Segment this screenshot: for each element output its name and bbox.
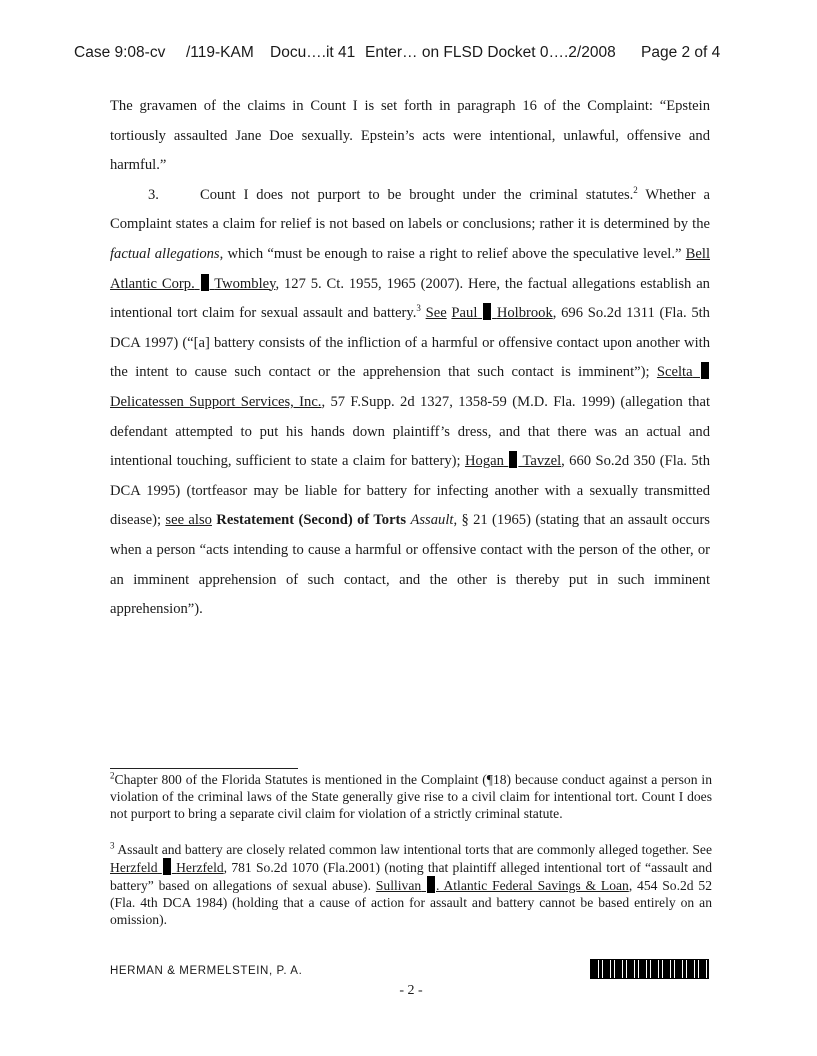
paragraph-gravamen: The gravamen of the claims in Count I is set forth in paragraph 16 of the Complaint: “Epstein tortiously assaulted Jane Doe sexually. Epstein’s acts were intentional, unlawful, offensive and harmful.” bbox=[110, 98, 710, 174]
paragraph-3: 3. Count I does not purport to be brought under the criminal statutes.$^2$ Whether a Complaint states a claim for relief is not based on labels or conclusions; rather it is determined by the factual allegations, which “must be enough to raise a right to relief above the speculative level.” Bell Atlantic Corp. Twombley, 127 5. Ct. 1955, 1965 (2007). Here, the factual allegations establish an intentional tort claim for sexual assault and battery.$^3$ See Paul Holbrook, 696 So.2d 1311 (Fla. 5th DCA 1997) (“[a] battery consists of the infliction of a harmful or offensive contact upon another with the intent to cause such contact or the apprehension that such contact is imminent”); Scelta Delicatessen Support Services, Inc., 57 F.Supp. 2d 1327, 1358-59 (M.D. Fla. 1999) (allegation that defendant attempted to put his hands down plaintiff’s dress, and that there was an actual and intentional touching, sufficient to state a claim for battery); Hogan Tavzel, 660 So.2d 350 (Fla. 5th DCA 1995) (tortfeasor may be liable for battery for infecting another with a sexually transmitted disease); see also Restatement (Second) of Torts Assault, § 21 (1965) (stating that an assault occurs when a person “acts intending to cause a harmful or offensive contact with the person of the other, or an imminent apprehension of such contact, and the other is thereby put in such imminent apprehension”). bbox=[110, 181, 710, 625]
redaction-box bbox=[201, 274, 209, 291]
citation-paul: Paul Holbrook bbox=[451, 305, 553, 322]
citation-hogan: Hogan Tavzel bbox=[464, 453, 562, 470]
footnote-3: $^3$ Assault and battery are closely related common law intentional torts that are commonly alleged together. See Herzfeld Herzfeld, 781 So.2d 1070 (Fla.2001) (noting that plaintiff alleged intentional tort of “assault and battery” based on allegations of sexual abuse). Sullivan . Atlantic Federal Savings & Loan, 454 So.2d 52 (Fla. 4th DCA 1984) (holding that a cause of action for assault and battery cannot be based entirely on an omission). bbox=[110, 840, 713, 927]
footnote-2: $^2$Chapter 800 of the Florida Statutes is mentioned in the Complaint (¶18) because conduct against a person in violation of the criminal laws of the State generally give rise to a civil claim for intentional tort. Count I does not purport to bring a separate civil claim for violation of a strictly criminal statute. bbox=[110, 770, 712, 821]
document-label: Docu….it 41 bbox=[270, 44, 356, 61]
law-firm-name: HERMAN & MERMELSTEIN, P. A. bbox=[110, 965, 303, 977]
citation-scelta: Scelta Delicatessen Support Services, Inc. bbox=[110, 364, 710, 410]
restatement-citation: Restatement (Second) of Torts bbox=[216, 512, 407, 529]
footnote-ref-3[interactable]: 3 bbox=[416, 303, 421, 314]
redaction-box bbox=[509, 451, 517, 468]
citation-sullivan: Sullivan . Atlantic Federal Savings & Loan bbox=[375, 878, 629, 893]
case-label: Case 9:08-cv bbox=[74, 44, 166, 61]
redaction-box bbox=[427, 876, 435, 893]
footnote-ref-2[interactable]: 2 bbox=[633, 184, 638, 195]
redaction-box bbox=[163, 858, 171, 875]
citation-herzfeld: Herzfeld Herzfeld bbox=[110, 860, 224, 875]
footnote-divider bbox=[110, 768, 298, 769]
case-number: /119-KAM bbox=[186, 44, 254, 61]
redaction-box bbox=[701, 362, 709, 379]
page-number: - 2 - bbox=[399, 983, 423, 998]
footnotes bbox=[110, 771, 712, 947]
body-text bbox=[110, 92, 710, 625]
entered-label: Enter… on FLSD Docket 0….2/2008 bbox=[365, 44, 616, 61]
page-count: Page 2 of 4 bbox=[641, 44, 721, 61]
barcode bbox=[590, 959, 709, 979]
citation-bell-atlantic: Bell Atlantic Corp. Twombley bbox=[110, 245, 710, 292]
page-header bbox=[74, 44, 754, 62]
paragraph-number: 3. bbox=[148, 186, 159, 203]
redaction-box bbox=[483, 303, 491, 320]
